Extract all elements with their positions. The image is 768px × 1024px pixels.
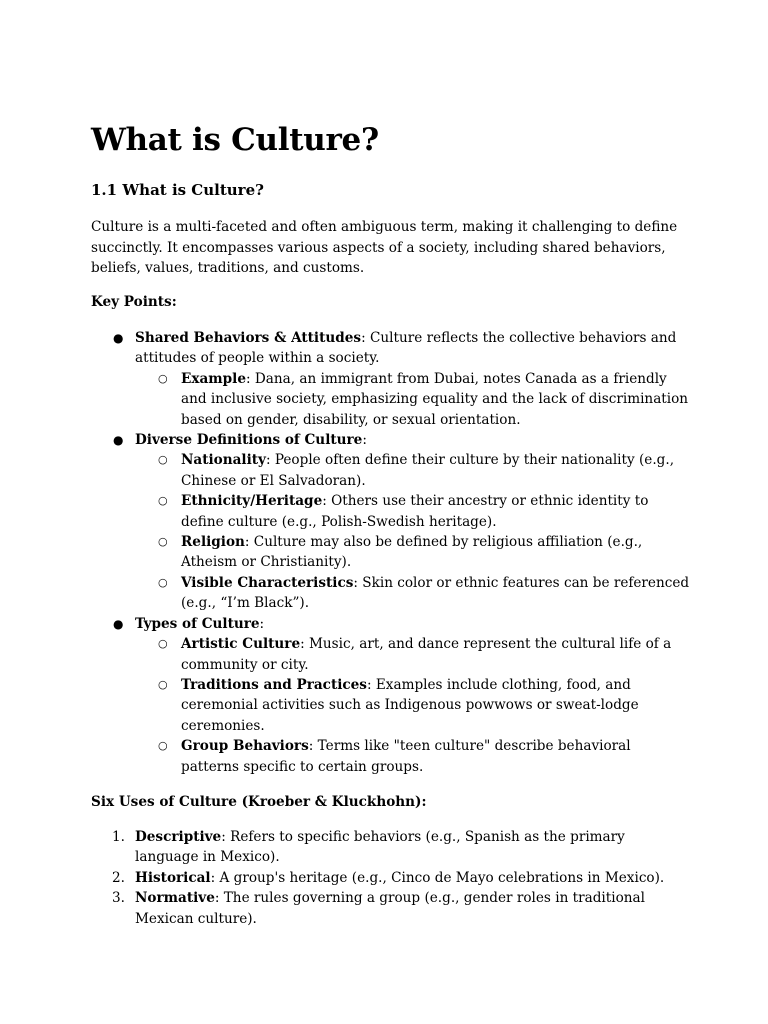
six-uses-label: Six Uses of Culture (Kroeber & Kluckhohn):	[91, 794, 427, 810]
item-term: Types of Culture	[135, 615, 260, 632]
sub-item-term: Visible Characteristics	[181, 574, 354, 591]
sub-item-text: : Music, art, and dance represent the cultural life of a community or city.	[181, 636, 672, 673]
sub-list-item	[91, 450, 691, 491]
item-term: Descriptive	[135, 829, 222, 845]
circle-bullet-icon: ○	[158, 371, 168, 385]
sub-item-term: Example	[181, 370, 246, 387]
item-text: :	[362, 432, 367, 449]
sub-list-item	[91, 369, 691, 430]
sub-item-text: : Terms like "teen culture" describe behavioral patterns specific to certain groups.	[181, 738, 631, 775]
item-text: : Culture reflects the collective behaviors and attitudes of people within a society.	[135, 330, 677, 367]
list-item	[91, 328, 691, 430]
sub-list-item	[91, 675, 691, 736]
circle-bullet-icon: ○	[158, 739, 168, 753]
key-points-list	[91, 328, 691, 777]
sub-list-item	[91, 573, 691, 614]
sub-item-term: Nationality	[181, 452, 266, 469]
bullet-icon: ●	[113, 331, 124, 345]
circle-bullet-icon: ○	[158, 575, 168, 589]
bullet-icon: ●	[113, 433, 124, 448]
sub-item-term: Ethnicity/Heritage	[181, 493, 323, 510]
sub-item-text: : Skin color or ethnic features can be referenced (e.g., “I’m Black”).	[181, 574, 690, 612]
sub-item-term: Group Behaviors	[181, 738, 309, 755]
intro-paragraph: Culture is a multi-faceted and often ambiguous term, making it challenging to define succinctly. It encompasses various aspects of a society, including shared behaviors, beliefs, values, traditions, and customs.	[91, 219, 678, 276]
six-uses-list	[91, 827, 691, 929]
sub-list-item	[91, 532, 691, 573]
item-term: Shared Behaviors & Attitudes	[135, 330, 362, 346]
numbered-list-item	[91, 888, 691, 929]
sub-list	[135, 634, 691, 777]
item-number: 2.	[112, 869, 125, 886]
item-term: Historical	[135, 869, 211, 886]
item-number: 3.	[112, 890, 125, 907]
circle-bullet-icon: ○	[158, 494, 168, 508]
sub-list	[135, 450, 691, 613]
item-text: : A group's heritage (e.g., Cinco de Mayo celebrations in Mexico).	[210, 869, 665, 886]
sub-item-text: : Dana, an immigrant from Dubai, notes Canada as a friendly and inclusive society, emphasizing equality and the lack of discrimination based on gender, disability, or sexual orientation.	[181, 370, 689, 428]
sub-list-item	[91, 736, 691, 777]
sub-item-text: : Culture may also be defined by religious affiliation (e.g., Atheism or Christianity).	[181, 534, 643, 571]
sub-item-text: : People often define their culture by their nationality (e.g., Chinese or El Salvadoran).	[181, 452, 675, 489]
sub-list-item	[91, 634, 691, 675]
sub-item-term: Religion	[181, 534, 245, 551]
circle-bullet-icon: ○	[158, 453, 168, 467]
key-points-label: Key Points:	[91, 294, 177, 310]
list-item	[91, 614, 691, 777]
circle-bullet-icon: ○	[158, 677, 168, 691]
circle-bullet-icon: ○	[158, 535, 168, 549]
sub-list-item	[91, 491, 691, 532]
bullet-icon: ●	[113, 616, 124, 631]
sub-item-text: : Others use their ancestry or ethnic identity to define culture (e.g., Polish-Swedish heritage).	[181, 493, 649, 530]
sub-item-term: Traditions and Practices	[181, 676, 367, 693]
item-number: 1.	[112, 829, 125, 845]
sub-list	[135, 369, 691, 430]
sub-item-term: Artistic Culture	[181, 636, 301, 653]
item-term: Diverse Definitions of Culture	[135, 432, 363, 449]
numbered-list-item	[91, 868, 691, 888]
list-item	[91, 430, 691, 614]
item-text: :	[259, 615, 265, 632]
numbered-list-item	[91, 827, 691, 868]
item-text: : The rules governing a group (e.g., gender roles in traditional Mexican culture).	[135, 890, 645, 927]
page-title: What is Culture?	[91, 122, 379, 158]
item-term: Normative	[135, 890, 215, 907]
sub-item-text: : Examples include clothing, food, and ceremonial activities such as Indigenous powwows or sweat-lodge ceremonies.	[181, 676, 639, 734]
section-heading: 1.1 What is Culture?	[91, 181, 264, 199]
item-text: : Refers to specific behaviors (e.g., Spanish as the primary language in Mexico).	[135, 829, 625, 866]
circle-bullet-icon: ○	[158, 637, 168, 651]
